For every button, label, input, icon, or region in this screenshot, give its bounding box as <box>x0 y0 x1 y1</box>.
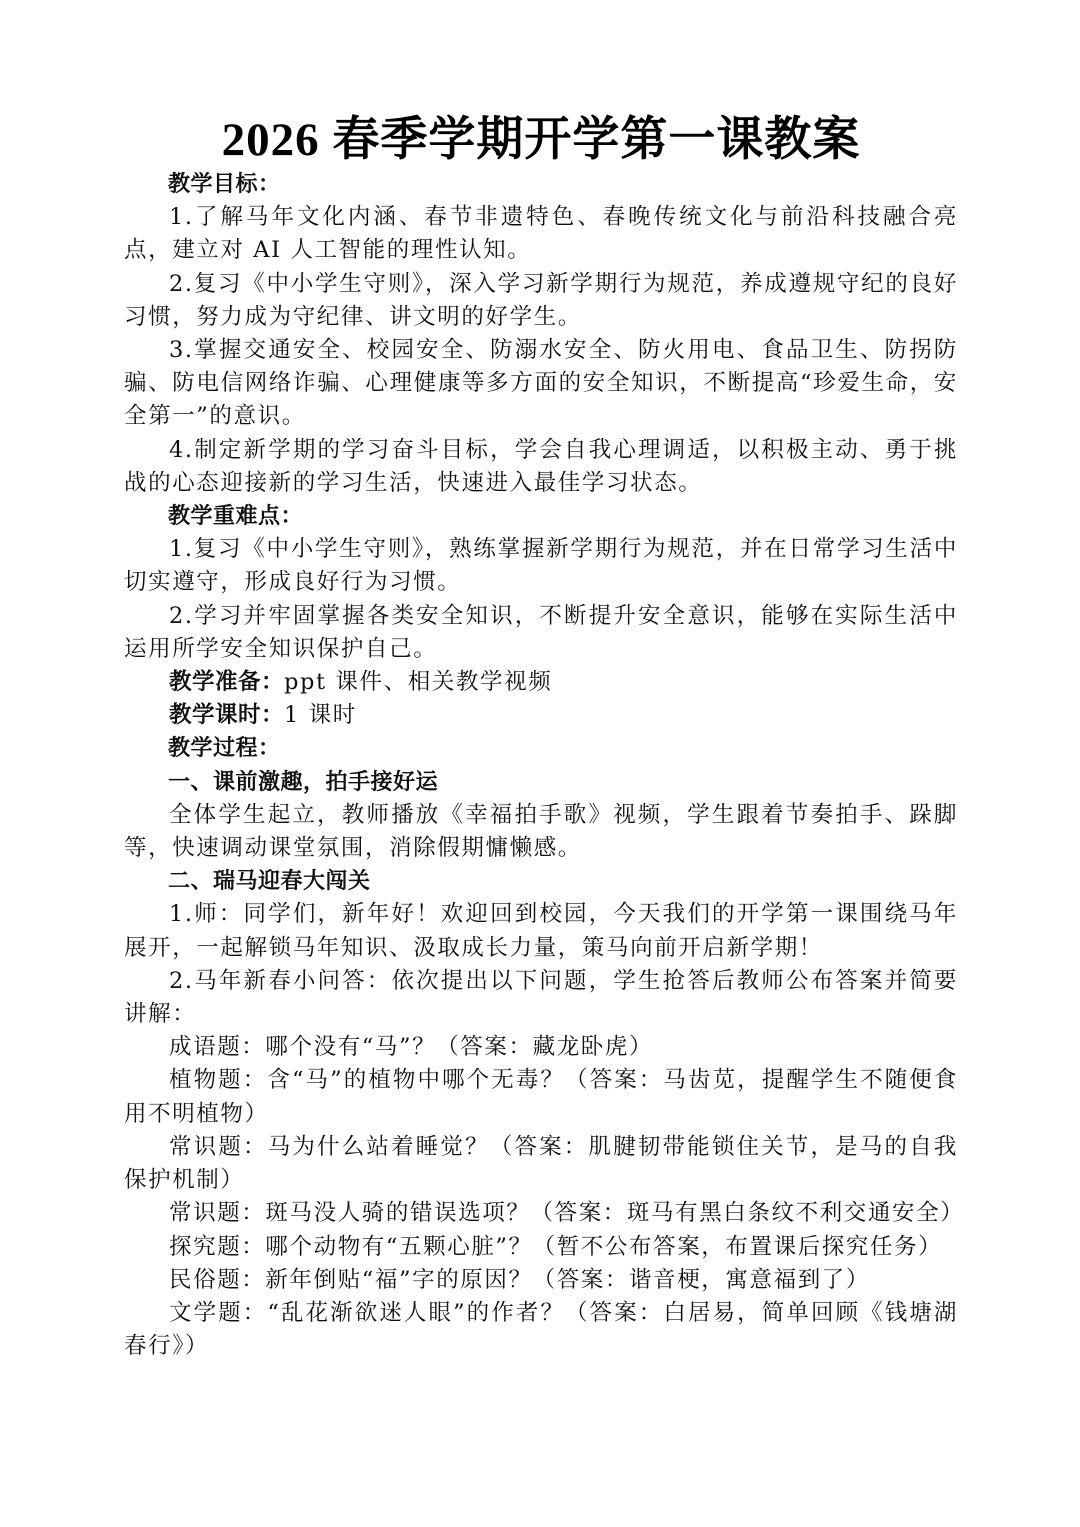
section2-item: 2.马年新春小问答：依次提出以下问题，学生抢答后教师公布答案并简要讲解： <box>124 967 958 1028</box>
document-title: 2026 春季学期开学第一课教案 <box>221 114 861 166</box>
objective-item: 1.了解马年文化内涵、春节非遗特色、春晚传统文化与前沿科技融合亮点，建立对 AI 人工智能的理性认知。 <box>124 204 958 264</box>
document-page <box>124 112 965 1363</box>
objective-item: 2.复习《中小学生守则》，深入学习新学期行为规范，养成遵规守纪的良好习惯，努力成为守纪律、讲文明的好学生。 <box>124 270 958 330</box>
section1-heading: 一、课前激趣，拍手接好运 <box>168 769 439 795</box>
duration-label: 教学课时： <box>169 702 285 729</box>
objective-item: 4.制定新学期的学习奋斗目标，学会自我心理调适，以积极主动、勇于挑战的心态迎接新的学习生活，快速进入最佳学习状态。 <box>124 436 958 496</box>
process-heading: 教学过程： <box>168 736 281 762</box>
key-point-item: 1.复习《中小学生守则》，熟练掌握新学期行为规范，并在日常学习生活中切实遵守，形成良好行为习惯。 <box>124 536 958 596</box>
key-point-item: 2.学习并牢固掌握各类安全知识，不断提升安全意识，能够在实际生活中运用所学安全知识保护自己。 <box>124 602 958 662</box>
duration-value: 1 课时 <box>284 702 357 729</box>
quiz-question: 民俗题：新年倒贴“福”字的原因？（答案：谐音梗，寓意福到了） <box>169 1266 871 1293</box>
quiz-question: 文学题：“乱花渐欲迷人眼”的作者？（答案：白居易，简单回顾《钱塘湖春行》） <box>124 1299 958 1360</box>
section2-heading: 二、瑞马迎春大闯关 <box>168 869 371 895</box>
section1-text: 全体学生起立，教师播放《幸福拍手歌》视频，学生跟着节奏拍手、跺脚等，快速调动课堂氛围，消除假期慵懒感。 <box>124 801 958 862</box>
section2-item: 1.师：同学们，新年好！欢迎回到校园，今天我们的开学第一课围绕马年展开，一起解锁马年知识、汲取成长力量，策马向前开启新学期！ <box>124 901 958 961</box>
preparation-label: 教学准备： <box>169 669 285 696</box>
preparation-value: ppt 课件、相关教学视频 <box>284 669 553 696</box>
objectives-heading: 教学目标： <box>168 172 281 197</box>
quiz-question: 常识题：斑马没人骑的错误选项？（答案：斑马有黑白条纹不利交通安全） <box>169 1200 965 1227</box>
quiz-question: 常识题：马为什么站着睡觉？（答案：肌腱韧带能锁住关节，是马的自我保护机制） <box>124 1133 958 1194</box>
quiz-question: 成语题：哪个没有“马”？（答案：藏龙卧虎） <box>169 1034 654 1061</box>
key-points-heading: 教学重难点： <box>168 504 304 530</box>
preparation-line <box>124 666 958 699</box>
objective-item: 3.掌握交通安全、校园安全、防溺水安全、防火用电、食品卫生、防拐防骗、防电信网络诈骗、心理健康等多方面的安全知识，不断提高“珍爱生命，安全第一”的意识。 <box>124 337 958 430</box>
duration-line <box>124 699 958 732</box>
quiz-question: 植物题：含“马”的植物中哪个无毒？（答案：马齿苋，提醒学生不随便食用不明植物） <box>124 1067 958 1127</box>
quiz-question: 探究题：哪个动物有“五颗心脏”？（暂不公布答案，布置课后探究任务） <box>169 1233 943 1260</box>
